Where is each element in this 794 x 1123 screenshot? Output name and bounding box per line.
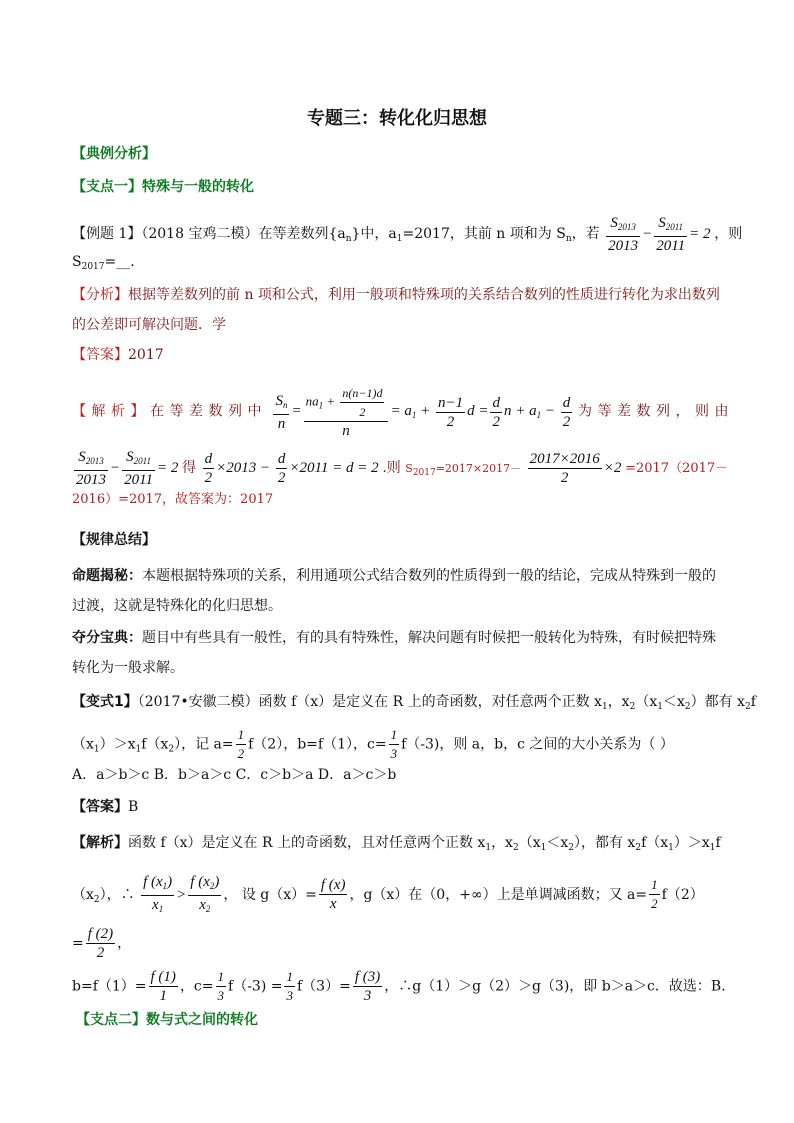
analysis-line-2: 的公差即可解决问题．学 <box>72 317 226 333</box>
example-1-line-2: $S_{2017}=\_\_$. <box>72 254 135 272</box>
analysis-line-1: 【分析】根据等差数列的前 n 项和公式，利用一般项和特殊项的关系结合数列的性质进行转化为求出数列 <box>72 287 720 303</box>
solution-2-label: 【解析】 <box>72 835 128 851</box>
solution-2-line-4: b=f（1）= $\frac{f (1)}{1}$ ，c= $\frac{1}{3}$ f（-3) = $\frac{1}{3}$ f（3）= $\frac{f (3)}{3}$ ，∴g（1）＞g（2）＞g（3)，即 b＞a＞c．故选：B． <box>72 969 736 1004</box>
point-heading-1: 【支点一】特殊与一般的转化 <box>72 179 254 195</box>
solution-1-line-3: 2016）=2017，故答案为：2017 <box>72 492 274 507</box>
solution-1-line-1: 【解析】在等差数列中 $\frac{S_n}{n}$ = $na_1$ + $\frac{n(n-1)d}{2}$ n = $a_1$ + $\frac{n-1}{2}$ d = $\frac{d}{2}$ $n + a_1$ − $\frac{d}{2}$ 为等差数列，则由 <box>72 386 734 439</box>
summary-tip-2-line-1: 夺分宝典：题目中有些具有一般性，有的具有特殊性，解决问题有时候把一般转化为特殊，有时候把特殊 <box>72 630 716 646</box>
answer-2: 【答案】B <box>72 799 139 815</box>
example-1-line-1: 【例题 1】（2018 宝鸡二模）在等差数列$\{a_n\}$中，$a_1=2017$，其前 n 项和为 $S_n$，若 $\frac{S_{2013}}{2013}$ − $\frac{S_{2011}}{2011}$ = 2 ，则 <box>72 215 743 254</box>
solution-2-line-3: = $\frac{f (2)}{2}$ ， <box>72 926 132 961</box>
summary-tip-2-line-2: 转化为一般求解。 <box>72 660 184 676</box>
answer-1: 【答案】2017 <box>72 347 164 363</box>
solution-2-line-1: 【解析】函数 f（x）是定义在 R 上的奇函数，且对任意两个正数 $x_1$，$x_2(x_1<x_2)$，都有 $x_2f(x_1)>x_1f$ <box>72 835 721 853</box>
solution-1-formula-1: $\frac{S_n}{n}$ = $na_1$ + $\frac{n(n-1)d}{2}$ n = $a_1$ + $\frac{n-1}{2}$ d = $\frac{d}{2}$ $n + a_1$ − $\frac{d}{2}$ <box>275 386 571 439</box>
solution-2-formula-1: $\frac{f (x_1)}{x_1}$ > $\frac{f (x_2)}{x_2}$ <box>143 874 220 914</box>
variant-1-line-1: 【变式1】（2017•安徽二模）函数 f（x）是定义在 R 上的奇函数，对任意两个正数 $x_1$，$x_2(x_1<x_2)$都有 $x_2f$ <box>72 694 756 712</box>
page-title: 专题三：转化化归思想 <box>307 108 487 129</box>
variant-1-options: A．a＞b＞c B．b＞a＞c C．c＞b＞a D．a＞c＞b <box>72 767 397 783</box>
solution-1-formula-4: $\frac{2017\times 2016}{2}$ ×2 <box>529 451 626 486</box>
variant-1-label: 【变式1】 <box>72 694 138 710</box>
example-1-label: 【例题 1】 <box>72 225 142 242</box>
summary-tip-1-line-2: 过渡，这就是特殊化的化归思想。 <box>72 598 282 614</box>
solution-1-formula-3: $\frac{d}{2}$ ×2013 − $\frac{d}{2}$ ×2011 = d = 2 <box>204 451 383 486</box>
analysis-label: 【分析】 <box>72 287 128 303</box>
point-heading-2: 【支点二】数与式之间的转化 <box>76 1012 258 1028</box>
example-1-formula: $\frac{S_{2013}}{2013}$ − $\frac{S_{2011}}{2011}$ = 2 <box>608 215 715 254</box>
solution-1-line-2: $\frac{S_{2013}}{2013}$ − $\frac{S_{2011}}{2011}$ = 2 得 $\frac{d}{2}$ ×2013 − $\frac{d}{2}$ ×2011 = d = 2 .则 $S_{2017}=2017\times 2017-$ $\frac{2017\times 2016}{2}$ ×2 =2017（2017－ <box>72 448 728 489</box>
summary-heading: 【规律总结】 <box>72 532 156 548</box>
solution-1-label: 【解析】 <box>72 403 150 420</box>
summary-tip-1-line-1: 命题揭秘：本题根据特殊项的关系，利用通项公式结合数列的性质得到一般的结论，完成从特殊到一般的 <box>72 568 716 584</box>
section-heading-examples: 【典例分析】 <box>72 146 156 162</box>
solution-2-line-2: $(x_2)$，∴ $\frac{f (x_1)}{x_1}$ > $\frac{f (x_2)}{x_2}$ ， 设 g（x）= $\frac{f (x)}{x}$ ，g（x）在（0，+∞）上是单调减函数；又 a= $\frac{1}{2}$ f（2） <box>72 874 704 914</box>
variant-1-line-2: $(x_1)>x_1f(x_2)$，记 a= $\frac{1}{2}$ f（2），b=f（1），c= $\frac{1}{3}$ f（-3)，则 a，b，c 之间的大小关系为（ ） <box>72 727 674 761</box>
solution-1-formula-2: $\frac{S_{2013}}{2013}$ − $\frac{S_{2011}}{2011}$ = 2 <box>76 449 183 488</box>
